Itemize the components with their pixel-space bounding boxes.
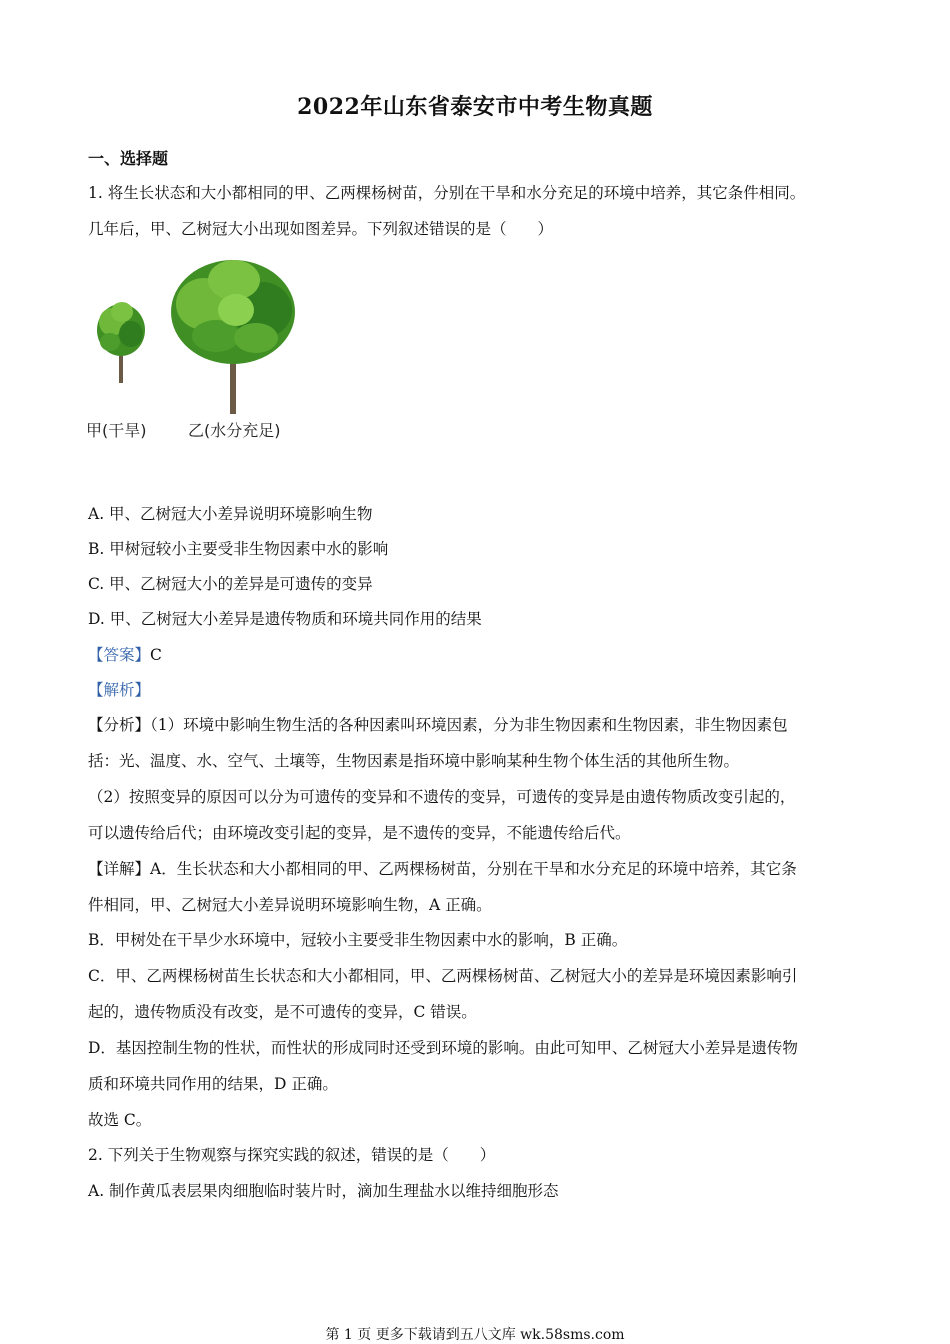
analysis-line-7: B．甲树处在干旱少水环境中，冠较小主要受非生物因素中水的影响，B 正确。	[88, 931, 628, 949]
analysis-line-9: 起的，遗传物质没有改变，是不可遗传的变异，C 错误。	[88, 1003, 477, 1021]
analysis-line-3: （2）按照变异的原因可以分为可遗传的变异和不遗传的变异，可遗传的变异是由遗传物质改变引起的，	[88, 788, 796, 806]
page-footer: 第 1 页 更多下载请到五八文库 wk.58sms.com	[325, 1327, 625, 1343]
tree-illustration	[86, 252, 326, 422]
q1-stem-line-2: 几年后，甲、乙树冠大小出现如图差异。下列叙述错误的是（ ）	[88, 220, 554, 238]
large-tree-wellwatered	[171, 260, 295, 414]
figure-caption-left: 甲(干旱)	[86, 421, 147, 440]
analysis-line-11: 质和环境共同作用的结果，D 正确。	[88, 1075, 338, 1093]
analysis-label: 【解析】	[88, 681, 151, 699]
analysis-line-4: 可以遗传给后代；由环境改变引起的变异，是不遗传的变异，不能遗传给后代。	[88, 824, 631, 842]
q1-option-d: D. 甲、乙树冠大小差异是遗传物质和环境共同作用的结果	[88, 610, 482, 628]
section-heading: 一、选择题	[88, 149, 169, 168]
q2-option-a: A. 制作黄瓜表层果肉细胞临时装片时，滴加生理盐水以维持细胞形态	[88, 1182, 559, 1200]
analysis-line-12: 故选 C。	[88, 1111, 152, 1129]
q1-option-a: A. 甲、乙树冠大小差异说明环境影响生物	[88, 505, 373, 523]
q1-option-c: C. 甲、乙树冠大小的差异是可遗传的变异	[88, 575, 373, 593]
page-title: 2022年山东省泰安市中考生物真题	[297, 94, 653, 120]
analysis-line-6: 件相同，甲、乙树冠大小差异说明环境影响生物，A 正确。	[88, 896, 492, 914]
answer-label: 【答案】	[88, 646, 151, 664]
analysis-line-10: D．基因控制生物的性状，而性状的形成同时还受到环境的影响。由此可知甲、乙树冠大小差异是遗传物	[88, 1039, 798, 1057]
q2-stem: 2. 下列关于生物观察与探究实践的叙述，错误的是（ ）	[88, 1146, 496, 1164]
analysis-line-1: 【分析】（1）环境中影响生物生活的各种因素叫环境因素，分为非生物因素和生物因素，非生物因素包	[88, 716, 788, 734]
figure-caption-right: 乙(水分充足)	[188, 421, 281, 440]
analysis-line-5: 【详解】A．生长状态和大小都相同的甲、乙两棵杨树苗，分别在干旱和水分充足的环境中培养，其它条	[88, 860, 797, 878]
tree-comparison-figure	[86, 252, 326, 444]
answer-line	[88, 645, 162, 665]
q1-option-b: B. 甲树冠较小主要受非生物因素中水的影响	[88, 540, 389, 558]
q1-stem-line-1: 1. 将生长状态和大小都相同的甲、乙两棵杨树苗，分别在干旱和水分充足的环境中培养，其它条件相同。	[88, 184, 806, 202]
answer-value: C	[150, 646, 162, 664]
small-tree-drought	[97, 302, 145, 383]
analysis-line-8: C．甲、乙两棵杨树苗生长状态和大小都相同，甲、乙两棵杨树苗、乙树冠大小的差异是环境因素影响引	[88, 967, 798, 985]
analysis-line-2: 括：光、温度、水、空气、土壤等，生物因素是指环境中影响某种生物个体生活的其他所生物。	[88, 752, 740, 770]
